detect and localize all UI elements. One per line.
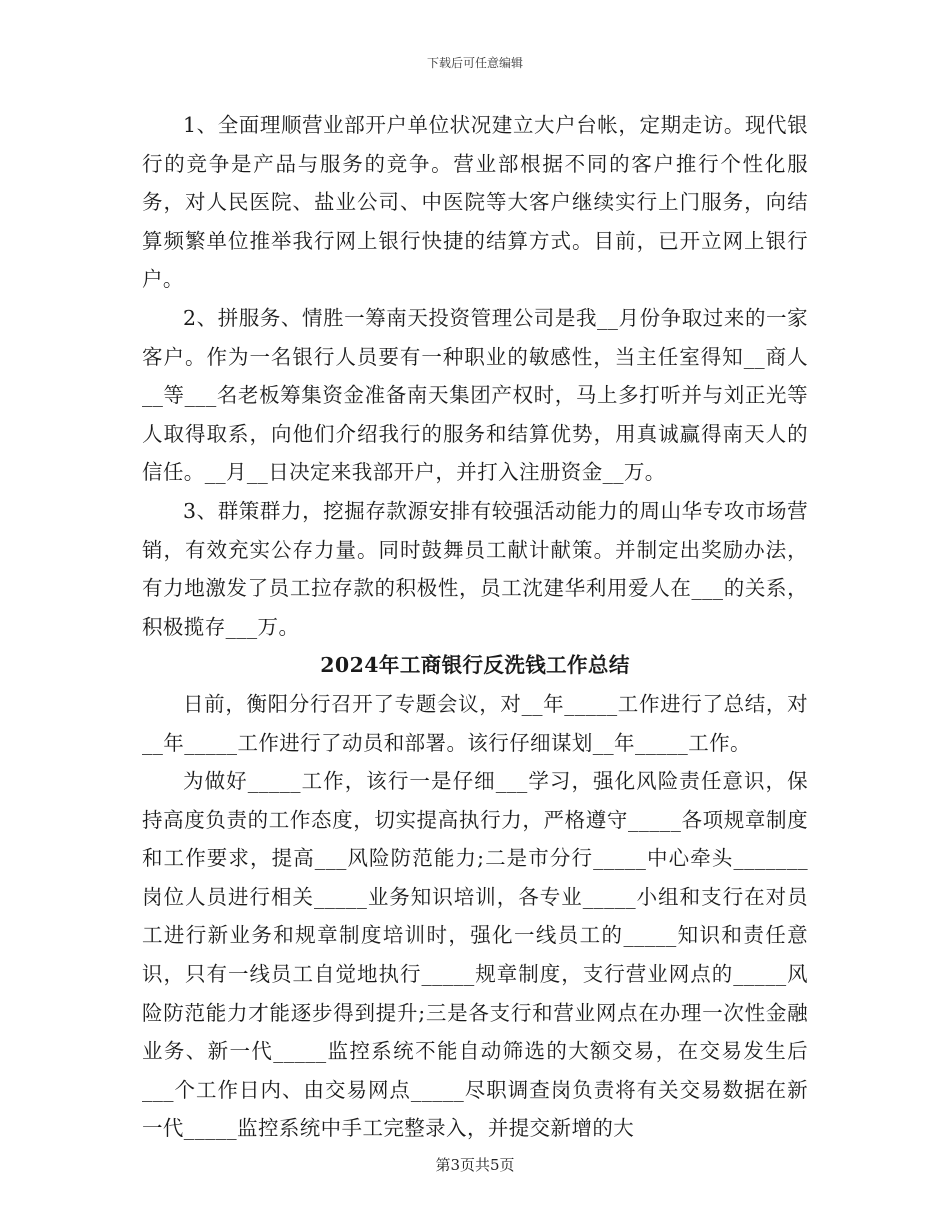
document-title: 2024年工商银行反洗钱工作总结 [320,653,630,678]
document-body [142,106,808,1148]
paragraph-4: 日前，衡阳分行召开了专题会议，对__年_____工作进行了总结，对__年_____工作进行了动员和部署。该行仔细谋划__年_____工作。 [142,691,808,755]
paragraph-2: 2、拼服务、情胜一筹南天投资管理公司是我__月份争取过来的一家客户。作为一名银行人员要有一种职业的敏感性，当主任室得知__商人__等___名老板筹集资金准备南天集团产权时，马上多打听并与刘正光等人取得取系，向他们介绍我行的服务和结算优势，用真诚赢得南天人的信任。__月__日决定来我部开户，并打入注册资金__万。 [142,305,808,485]
header-note: 下载后可任意编辑 [426,56,523,70]
page-number-footer: 第3页共5页 [435,1156,515,1174]
paragraph-3: 3、群策群力，挖掘存款源安排有较强活动能力的周山华专攻市场营销，有效充实公存力量。同时鼓舞员工献计献策。并制定出奖励办法，有力地激发了员工拉存款的积极性，员工沈建华利用爱人在___的关系，积极揽存___万。 [142,498,808,639]
paragraph-1: 1、全面理顺营业部开户单位状况建立大户台帐，定期走访。现代银行的竞争是产品与服务的竞争。营业部根据不同的客户推行个性化服务，对人民医院、盐业公司、中医院等大客户继续实行上门服务，向结算频繁单位推举我行网上银行快捷的结算方式。目前，已开立网上银行户。 [142,113,808,292]
paragraph-5: 为做好_____工作，该行一是仔细___学习，强化风险责任意识，保持高度负责的工作态度，切实提高执行力，严格遵守_____各项规章制度和工作要求，提高___风险防范能力;二是市分行_____中心牵头_______岗位人员进行相关_____业务知识培训，各专业_____小组和支行在对员工进行新业务和规章制度培训时，强化一线员工的_____知识和责任意识，只有一线员工自觉地执行_____规章制度，支行营业网点的_____风险防范能力才能逐步得到提升;三是各支行和营业网点在办理一次性金融业务、新一代_____监控系统不能自动筛选的大额交易，在交易发生后___个工作日内、由交易网点_____尽职调查岗负责将有关交易数据在新一代_____监控系统中手工完整录入，并提交新增的大 [142,769,808,1141]
